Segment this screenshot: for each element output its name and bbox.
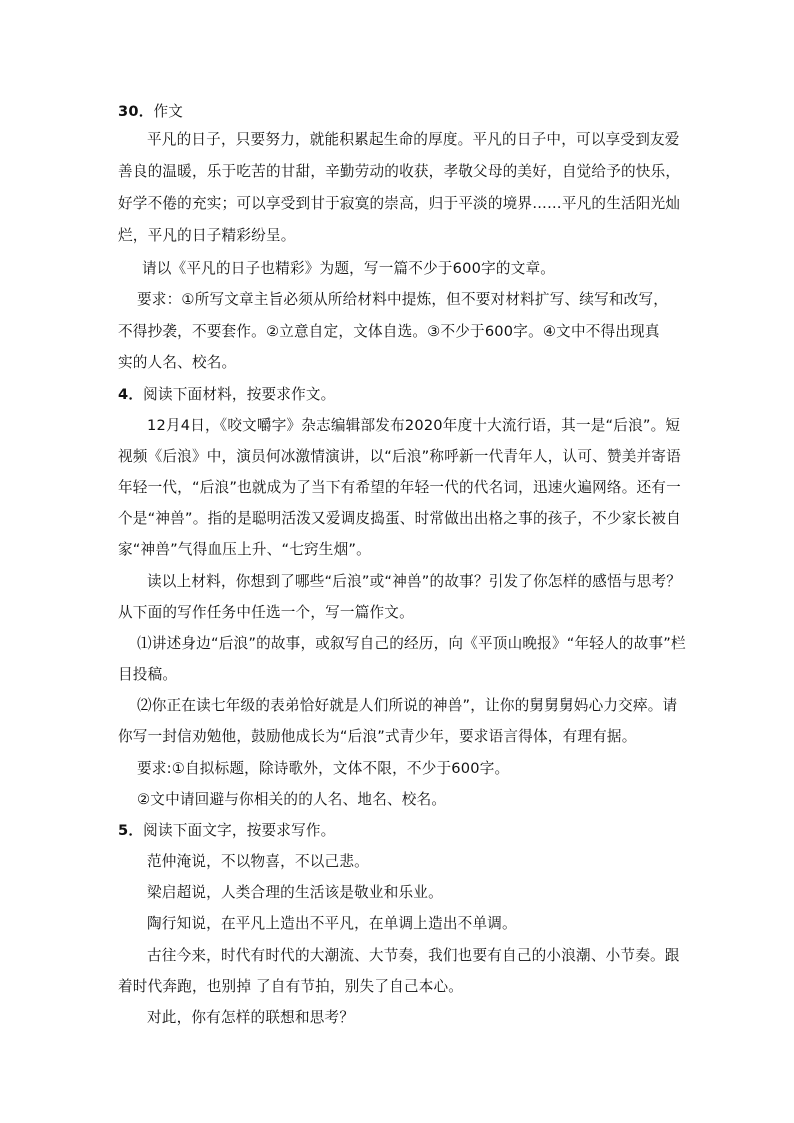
paragraph-line: 请以《平凡的日子也精彩》为题，写一篇不少于600字的文章。 [142, 260, 556, 277]
task-option-1-cont: 目投稿。 [118, 666, 178, 683]
requirements-line: 要求：①所写文章主旨必须从所给材料中提炼，但不要对材料扩写、续写和改写， [137, 291, 669, 308]
task-option-1: ⑴讲述身边“后浪”的故事，或叙写自己的经历，向《平顶山晚报》“年轻人的故事”栏 [137, 635, 686, 652]
section-4-title: 阅读下面材料，按要求作文。 [143, 386, 336, 403]
paragraph-line: 好学不倦的充实；可以享受到甘于寂寞的崇高，归于平淡的境界……平凡的生活阳光灿 [118, 195, 681, 212]
section-30-heading [118, 102, 688, 122]
paragraph-line: 视频《后浪》中，演员何冰激情演讲，以“后浪”称呼新一代青年人，认可、赞美并寄语 [118, 448, 681, 465]
requirements-line: 实的人名、校名。 [118, 354, 237, 371]
section-5-number: 5． [118, 822, 144, 839]
paragraph-line: 古往今来，时代有时代的大潮流、大节奏，我们也要有自己的小浪潮、小节奏。跟 [147, 947, 680, 964]
paragraph-line: 12月4日，《咬文嚼字》杂志编辑部发布2020年度十大流行语，其一是“后浪”。短 [147, 417, 681, 434]
section-30-number: 30． [118, 103, 154, 120]
paragraph-line: 烂，平凡的日子精彩纷呈。 [118, 227, 296, 244]
paragraph-line: 从下面的写作任务中任选一个，写一篇作文。 [118, 604, 414, 621]
quote-line: 范仲淹说，不以物喜，不以己悲。 [147, 853, 369, 870]
task-option-2-cont: 你写一封信劝勉他，鼓励他成长为“后浪”式青少年，要求语言得体，有理有据。 [118, 728, 637, 745]
paragraph-line: 平凡的日子，只要努力，就能积累起生命的厚度。平凡的日子中，可以享受到友爱 [147, 131, 680, 148]
paragraph-line: 读以上材料，你想到了哪些“后浪”或“神兽”的故事？引发了你怎样的感悟与思考？ [147, 573, 682, 590]
section-30-title: 作文 [153, 103, 184, 120]
requirements-line: ②文中请回避与你相关的的人名、地名、校名。 [137, 791, 447, 808]
paragraph-line: 对此，你有怎样的联想和思考？ [147, 1009, 355, 1026]
requirements-line: 要求:①自拟标题，除诗歌外，文体不限，不少于600字。 [137, 760, 510, 777]
paragraph-line: 善良的温暖，乐于吃苦的甘甜，辛勤劳动的收获，孝敬父母的美好，自觉给予的快乐， [118, 163, 681, 180]
paragraph-line: 着时代奔跑，也别掉 了自有节拍，别失了自己本心。 [118, 978, 464, 995]
section-4-heading [118, 385, 688, 405]
paragraph-line: 家“神兽”气得血压上升、“七窍生烟”。 [118, 541, 371, 558]
task-option-2: ⑵你正在读七年级的表弟恰好就是人们所说的神兽”，让你的舅舅舅妈心力交瘁。请 [137, 697, 678, 714]
quote-line: 陶行知说，在平凡上造出不平凡，在单调上造出不单调。 [147, 915, 517, 932]
requirements-line: 不得抄袭，不要套作。②立意自定，文体自选。③不少于600字。④文中不得出现真 [118, 323, 660, 340]
section-5-heading [118, 821, 688, 841]
section-5-title: 阅读下面文字，按要求写作。 [143, 822, 336, 839]
paragraph-line: 个是“神兽”。指的是聪明活泼又爱调皮捣蛋、时常做出出格之事的孩子，不少家长被自 [118, 510, 681, 527]
section-4-number: 4． [118, 386, 144, 403]
quote-line: 梁启超说，人类合理的生活该是敬业和乐业。 [147, 884, 443, 901]
paragraph-line: 年轻一代，“后浪”也就成为了当下有希望的年轻一代的代名词，迅速火遍网络。还有一 [118, 479, 681, 496]
